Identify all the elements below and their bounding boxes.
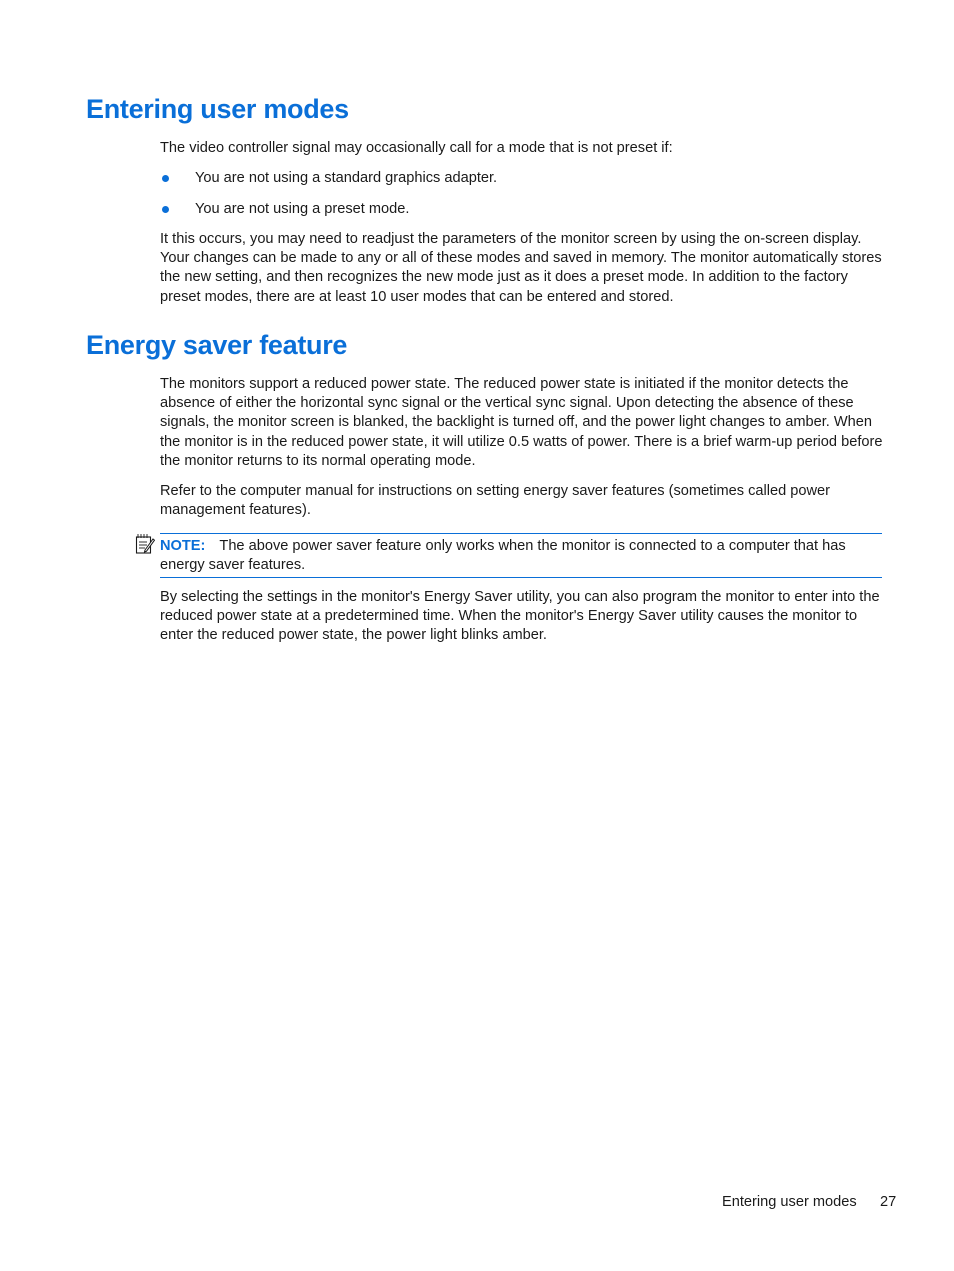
list-item-text: You are not using a standard graphics adapter. — [195, 170, 498, 186]
note-label: NOTE: — [160, 538, 206, 554]
intro-paragraph: The video controller signal may occasionally call for a mode that is not preset if: — [160, 140, 673, 156]
note-icon — [135, 533, 155, 555]
bullet-icon — [162, 175, 169, 182]
bullet-icon — [162, 206, 169, 213]
body-paragraph: The monitors support a reduced power state. The reduced power state is initiated if the monitor detects the absence of either the horizontal sync signal or the vertical sync signal. Upon detecting the absence of these signals, the monitor screen is blanked, the backlight is turned off, and the power light changes to amber. When the monitor is in the reduced power state, it will utilize 0.5 watts of power. There is a brief warm-up period before the monitor returns to its normal operating mode. — [160, 376, 883, 469]
list-item-text: You are not using a preset mode. — [195, 201, 410, 217]
section-heading-entering-user-modes: Entering user modes — [86, 94, 349, 124]
body-paragraph: By selecting the settings in the monitor's Energy Saver utility, you can also program the monitor to enter into the reduced power state at a predetermined time. When the monitor's Energy Saver utility causes the monitor to enter the reduced power state, the power light blinks amber. — [160, 589, 880, 644]
note-content — [160, 537, 882, 575]
note-box — [160, 533, 882, 578]
body-paragraph: It this occurs, you may need to readjust the parameters of the monitor screen by using the on-screen display. Your changes can be made to any or all of these modes and saved in memory. The monitor automatically stores the new setting, and then recognizes the new mode just as it does a preset mode. In addition to the factory preset modes, there are at least 10 user modes that can be entered and stored. — [160, 231, 882, 305]
page-number: 27 — [880, 1194, 897, 1210]
note-text: The above power saver feature only works when the monitor is connected to a computer that has energy saver features. — [160, 538, 846, 574]
body-paragraph: Refer to the computer manual for instructions on setting energy saver features (sometimes called power management features). — [160, 483, 831, 519]
footer-section-title: Entering user modes — [722, 1194, 857, 1210]
section-heading-energy-saver-feature: Energy saver feature — [86, 330, 348, 360]
